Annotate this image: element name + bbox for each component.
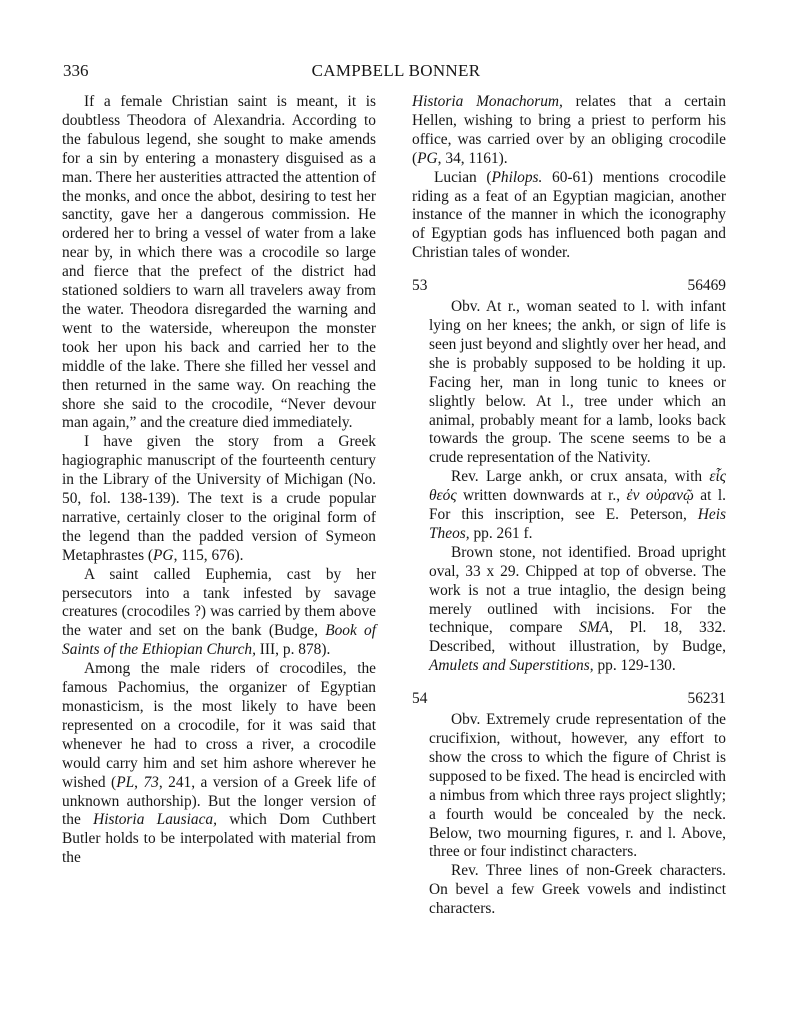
paragraph-theodora — [62, 93, 376, 433]
entry-54-reverse: Rev. Three lines of non-Greek characters. On bevel a few Greek vowels and indistinct characters. — [429, 862, 726, 918]
text-run: , 115, 676). — [173, 546, 244, 564]
book-title: Historia Lausiaca, — [93, 811, 217, 829]
greek-inscription: εἷς θεός — [429, 468, 726, 505]
paragraph-lucian — [412, 169, 726, 264]
text-run: which Dom Cuthbert Butler holds to be interpolated with material from the — [62, 811, 377, 867]
book-title: Book of Saints of the Ethiopian Church, — [62, 622, 376, 659]
citation: PG — [417, 149, 438, 167]
citation: 73 — [143, 773, 159, 791]
entry-54-obverse: Obv. Extremely crude representation of the crucifixion, without, however, any effort to show the cross to which the figure of Christ is supposed to be fixed. The head is encircled with a nimbus from which three rays project slightly; a fourth would be concealed by the neck. Below, two mourning figures, r. and l. Above, three or four indistinct characters. — [429, 711, 726, 861]
catalog-number: 56231 — [687, 690, 726, 708]
citation: Philops. — [491, 168, 543, 186]
entry-54-heading — [412, 690, 726, 709]
greek-inscription: ἐν οὐρανῷ — [626, 487, 694, 505]
text-run: , pp. 129-130. — [589, 657, 676, 675]
text-run: I have given the story from a Greek hagiographic manuscript of the fourteenth century in the Library of the University of Michigan (No. 50, fol. 138-139). The text is a crude popular narrative, certainly closer to the original form of the legend than the padded version of Symeon Metaphrastes ( — [62, 433, 376, 564]
page-number: 336 — [63, 61, 89, 80]
paragraph-manuscript — [62, 433, 376, 565]
catalog-number: 56469 — [687, 277, 726, 295]
text-run: Brown stone, not identified. Broad upright oval, 33 x 29. Chipped at top of obverse. The work is not a true intaglio, the design being merely outlined with incisions. For the technique, compare — [429, 543, 726, 637]
text-run: , 34, 1161). — [437, 149, 508, 167]
book-title: Heis Theos, — [429, 506, 726, 542]
paragraph-euphemia — [62, 566, 376, 661]
book-title: Amulets and Superstitions — [429, 657, 590, 675]
text-run: Among the male riders of crocodiles, the famous Pachomius, the organizer of Egyptian monasticism, is the most likely to have been represented on a crocodile, for it was said that whenever he had to cross a river, a crocodile would carry him and set him ashore wherever he wished ( — [62, 660, 376, 791]
entry-53-reverse — [412, 468, 726, 544]
text-run: 60-61) mentions crocodile riding as a feat of an Egyptian magician, another instance of the manner in which the iconography of Egyptian gods has influenced both pagan and Christian tales of wonder. — [412, 168, 727, 262]
entry-53-obverse: Obv. At r., woman seated to l. with infant lying on her knees; the ankh, or sign of life is seen just beyond and slightly over her head, and she is probably supposed to be holding it up. Facing her, man in long tunic to knees or slightly below. At l., tree under which an animal, probably meant for a lamb, looks back towards the group. The scene seems to be a crude representation of the Nativity. — [429, 298, 726, 467]
text-run: , Pl. 18, 332. Described, without illustration, by Budge, — [429, 619, 726, 656]
entry-53-material — [412, 544, 726, 676]
entry-number: 53 — [412, 277, 428, 295]
paragraph-hellen — [412, 93, 726, 169]
text-run: , 241, a version of a Greek life of unknown authorship). But the longer version of the — [62, 773, 377, 829]
citation: PL — [116, 773, 135, 791]
text-run: Rev. Large ankh, or crux ansata, with — [451, 468, 710, 486]
citation: SMA — [579, 619, 610, 637]
running-title: CAMPBELL BONNER — [311, 61, 481, 80]
citation: PG — [153, 546, 174, 564]
text-run: If a female Christian saint is meant, it is doubtless Theodora of Alexandria. According to the fabulous legend, she sought to make amends for a sin by entering a monastery disguised as a man. There her austerities attracted the attention of the monks, and once the abbot, desiring to test her sanctity, gave her a dangerous commission. He ordered her to bring a vessel of water from a lake near by, in which there was a crocodile so large and fierce that the prefect of the district had stationed soldiers to warn all travelers away from the water. Theodora disregarded the warning and went to the waterside, whereupon the monster took her upon his back and carried her to the middle of the lake. There she filled her vessel and then returned in the same way. On reaching the shore she said to the crocodile, “Never devour man again,” and the creature died immediately. — [62, 93, 376, 432]
left-column — [62, 93, 376, 868]
text-run: written downwards at r., — [456, 487, 627, 505]
book-title: Historia Monachorum, — [412, 93, 563, 110]
text-run: Lucian ( — [434, 168, 492, 186]
entry-53-heading — [412, 277, 726, 296]
text-run: relates that a certain Hellen, wishing to bring a priest to perform his office, was carried over by an obliging crocodile ( — [412, 93, 727, 167]
text-run: A saint called Euphemia, cast by her persecutors into a tank infested by savage creatures (crocodiles ?) was carried by them above the water and set on the bank (Budge, — [62, 565, 376, 640]
text-run: pp. 261 f. — [469, 524, 533, 542]
text-run: at l. For this inscription, see E. Peterson, — [429, 487, 726, 524]
entry-number: 54 — [412, 690, 428, 708]
right-column — [412, 93, 726, 919]
paragraph-pachomius — [62, 660, 376, 868]
text-run: , — [134, 773, 144, 791]
text-run: III, p. 878). — [255, 641, 331, 659]
